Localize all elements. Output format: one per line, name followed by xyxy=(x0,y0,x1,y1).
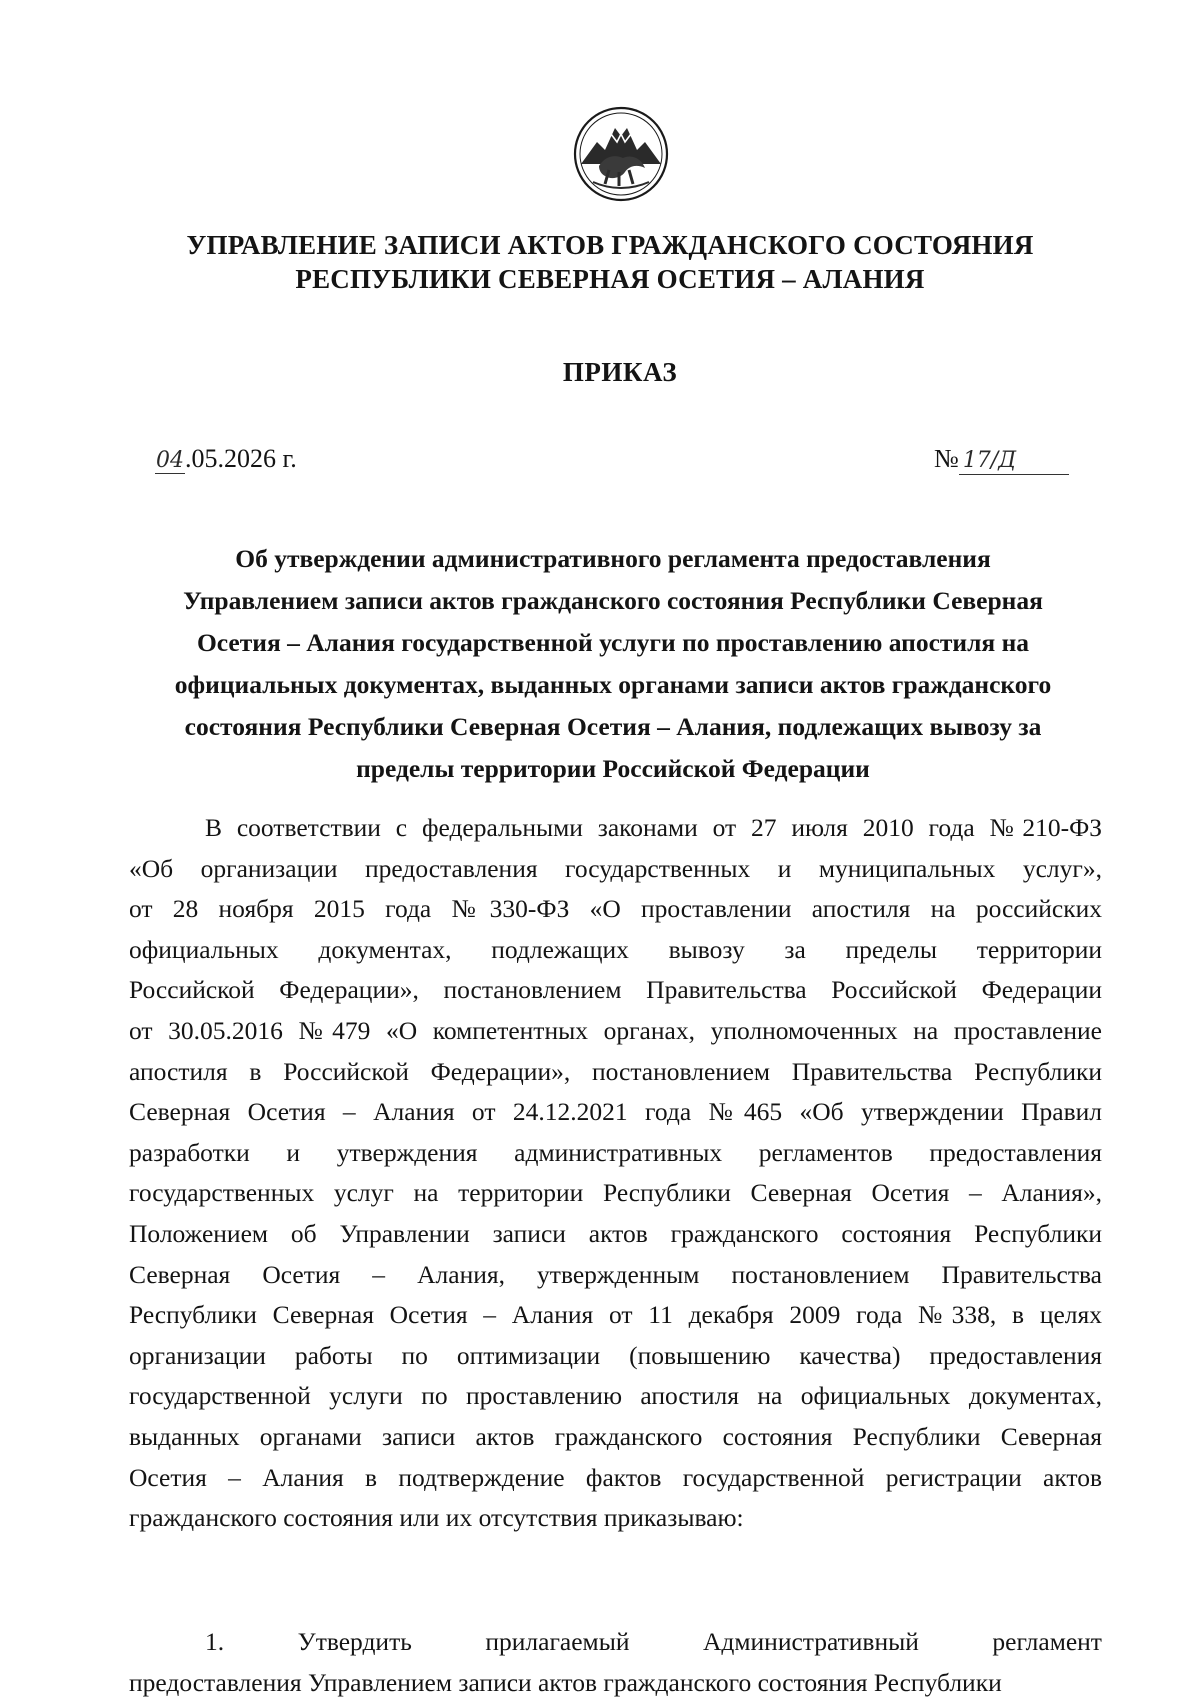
subject-line: состояния Республики Северная Осетия – Алания, подлежащих вывозу за xyxy=(184,712,1042,741)
body-line: Северная Осетия – Алания от 24.12.2021 года №465 «Об утверждении Правил xyxy=(129,1097,1102,1127)
body-line: организации работы по оптимизации (повышению качества) предоставления xyxy=(129,1340,1102,1370)
item-word: прилагаемый xyxy=(485,1627,630,1656)
order-number xyxy=(934,444,1069,475)
order-item-1 xyxy=(129,1622,1102,1703)
body-line: В соответствии с федеральными законами от 27 июля 2010 года №210-ФЗ xyxy=(205,813,1102,842)
body-line: государственной услуги по проставлению апостиля на официальных документах, xyxy=(129,1381,1102,1411)
subject-line: пределы территории Российской Федерации xyxy=(356,754,870,783)
body-line: Осетия – Алания в подтверждение фактов государственной регистрации актов xyxy=(129,1462,1102,1492)
body-line: официальных документах, подлежащих вывозу за пределы территории xyxy=(129,934,1102,964)
body-line: гражданского состояния или их отсутствия приказываю: xyxy=(129,1503,744,1533)
body-line: от 30.05.2016 №479 «О компетентных органах, уполномоченных на проставление xyxy=(129,1015,1102,1045)
item-number: 1. xyxy=(205,1627,225,1656)
item1-second-line: предоставления Управлением записи актов гражданского состояния Республики xyxy=(129,1667,1002,1697)
body-line: государственных услуг на территории Республики Северная Осетия – Алания», xyxy=(129,1178,1102,1208)
body-line: от 28 ноября 2015 года №330-ФЗ «О проставлении апостиля на российских xyxy=(129,894,1102,924)
coat-of-arms-icon xyxy=(571,104,671,204)
body-line: апостиля в Российской Федерации», постановлением Правительства Республики xyxy=(129,1056,1102,1086)
subject-line: Управлением записи актов гражданского состояния Республики Северная xyxy=(183,586,1043,615)
preamble-paragraph xyxy=(129,808,1102,1539)
item-word: Утвердить xyxy=(297,1627,412,1656)
body-line: Республики Северная Осетия – Алания от 11 декабря 2009 года №338, в целях xyxy=(129,1300,1102,1330)
item1-first-line xyxy=(129,1622,1102,1663)
date-rest: .05.2026 г. xyxy=(185,444,297,473)
handwritten-number: 17/Д xyxy=(959,448,1069,475)
body-line: выданных органами записи актов гражданского состояния Республики Северная xyxy=(129,1421,1102,1451)
order-date xyxy=(155,444,297,474)
handwritten-day: 04 xyxy=(156,448,184,473)
item-word: регламент xyxy=(992,1627,1102,1656)
body-line: Положением об Управлении записи актов гражданского состояния Республики xyxy=(129,1218,1102,1248)
body-line: Северная Осетия – Алания, утвержденным постановлением Правительства xyxy=(129,1259,1102,1289)
org-name-line-2: РЕСПУБЛИКИ СЕВЕРНАЯ ОСЕТИЯ – АЛАНИЯ xyxy=(295,264,925,294)
body-line: разработки и утверждения административных регламентов предоставления xyxy=(129,1137,1102,1167)
body-line: «Об организации предоставления государственных и муниципальных услуг», xyxy=(129,853,1102,883)
org-name-line-1: УПРАВЛЕНИЕ ЗАПИСИ АКТОВ ГРАЖДАНСКОГО СОСТОЯНИЯ xyxy=(186,230,1034,260)
subject-line: Об утверждении административного регламента предоставления xyxy=(235,544,991,573)
order-subject xyxy=(126,538,1100,790)
subject-line: Осетия – Алания государственной услуги по проставлению апостиля на xyxy=(196,628,1030,657)
number-sign: № xyxy=(934,444,959,473)
item-word: Административный xyxy=(703,1627,919,1656)
document-type-title: ПРИКАЗ xyxy=(562,357,678,387)
subject-line: официальных документах, выданных органами записи актов гражданского xyxy=(174,670,1052,699)
body-line: Российской Федерации», постановлением Правительства Российской Федерации xyxy=(129,975,1102,1005)
